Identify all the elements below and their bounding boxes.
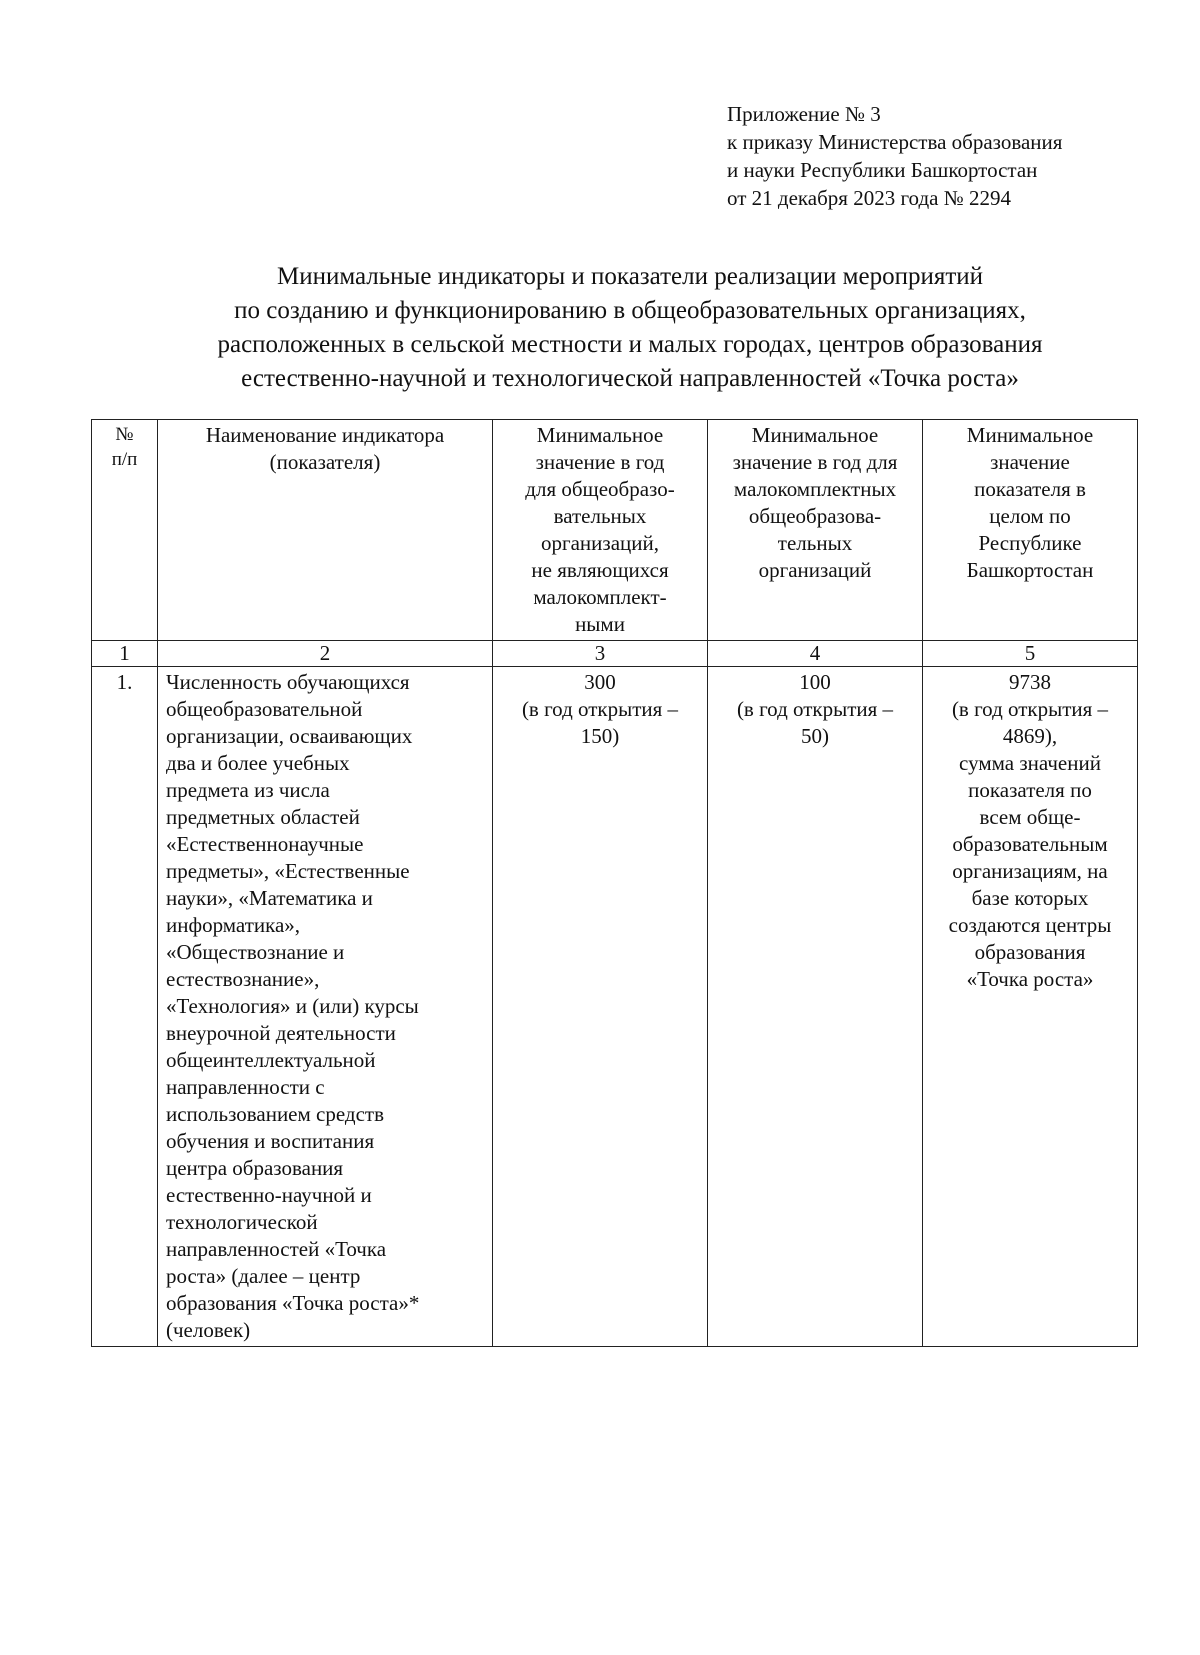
header-line: значение в год: [535, 450, 665, 474]
indicator-line: обучения и воспитания: [166, 1129, 375, 1153]
value-line: всем обще-: [979, 805, 1081, 829]
header-min-value-regular: [493, 420, 708, 641]
table-row: [92, 667, 1138, 1347]
value-line: организациям, на: [952, 859, 1108, 883]
indicator-line: направленности с: [166, 1075, 325, 1099]
header-line: Минимальное: [966, 423, 1094, 447]
header-line: организаций: [758, 558, 872, 582]
value-line: 300: [584, 670, 616, 694]
indicator-line: предметных областей: [166, 805, 360, 829]
value-line: образовательным: [952, 832, 1108, 856]
header-line: Башкортостан: [966, 558, 1094, 582]
column-number: 2: [158, 641, 493, 667]
min-value-regular: [493, 667, 708, 1347]
header-line: Минимальное: [536, 423, 664, 447]
value-line: 4869),: [1002, 724, 1058, 748]
header-line: тельных: [777, 531, 853, 555]
min-value-republic: [923, 667, 1138, 1347]
title-line: Минимальные индикаторы и показатели реализации мероприятий: [276, 263, 984, 290]
header-row-number: [92, 420, 158, 641]
header-indicator-name: [158, 420, 493, 641]
indicator-line: «Естественнонаучные: [166, 832, 364, 856]
column-number: 4: [708, 641, 923, 667]
indicator-line: общеинтеллектуальной: [166, 1048, 376, 1072]
indicator-line: центра образования: [166, 1156, 344, 1180]
indicator-line: Численность обучающихся: [166, 670, 410, 694]
indicator-line: использованием средств: [166, 1102, 385, 1126]
value-line: 9738: [1009, 670, 1051, 694]
header-min-value-republic: [923, 420, 1138, 641]
value-line: сумма значений: [959, 751, 1101, 775]
header-line: п/п: [111, 449, 138, 470]
header-line: общеобразова-: [748, 504, 882, 528]
indicator-line: «Обществознание и: [166, 940, 345, 964]
indicators-table: [91, 419, 1138, 1347]
header-min-value-small: [708, 420, 923, 641]
value-line: (в год открытия –: [736, 697, 894, 721]
indicator-line: (человек): [166, 1318, 251, 1342]
header-line: №: [115, 424, 134, 445]
value-line: 150): [580, 724, 620, 748]
value-line: (в год открытия –: [951, 697, 1109, 721]
indicator-line: внеурочной деятельности: [166, 1021, 396, 1045]
column-number: 1: [92, 641, 158, 667]
indicator-line: два и более учебных: [166, 751, 350, 775]
appendix-ministry-line: и науки Республики Башкортостан: [727, 158, 1038, 182]
header-line: значение: [990, 450, 1070, 474]
header-line: значение в год для: [732, 450, 898, 474]
header-line: малокомплектных: [733, 477, 897, 501]
value-line: 50): [801, 724, 829, 748]
indicator-line: информатика»,: [166, 913, 301, 937]
indicator-line: образования «Точка роста»*: [166, 1291, 420, 1315]
document-title: [80, 260, 1180, 396]
indicator-line: роста» (далее – центр: [166, 1264, 361, 1288]
indicator-line: «Технология» и (или) курсы: [166, 994, 419, 1018]
indicator-line: предмета из числа: [166, 778, 330, 802]
column-number: 3: [493, 641, 708, 667]
indicator-line: технологической: [166, 1210, 318, 1234]
value-line: создаются центры: [948, 913, 1112, 937]
value-line: показателя по: [968, 778, 1092, 802]
appendix-reference: [727, 100, 1062, 212]
indicator-name: [158, 667, 493, 1347]
value-line: базе которых: [971, 886, 1089, 910]
appendix-order-line: к приказу Министерства образования: [727, 130, 1063, 154]
appendix-number: Приложение № 3: [727, 102, 881, 126]
title-line: по созданию и функционированию в общеобразовательных организациях,: [234, 297, 1026, 324]
indicator-line: естественно-научной и: [166, 1183, 372, 1207]
header-line: для общеобразо-: [525, 477, 675, 501]
value-line: (в год открытия –: [521, 697, 679, 721]
value-line: 100: [799, 670, 831, 694]
row-number: 1.: [92, 667, 158, 1347]
appendix-date-line: от 21 декабря 2023 года № 2294: [727, 186, 1011, 210]
header-line: Республике: [978, 531, 1082, 555]
title-line: расположенных в сельской местности и малых городах, центров образования: [217, 331, 1043, 358]
value-line: образования: [974, 940, 1086, 964]
header-line: показателя в: [974, 477, 1086, 501]
table-header-row: [92, 420, 1138, 641]
column-number: 5: [923, 641, 1138, 667]
indicator-line: предметы», «Естественные: [166, 859, 410, 883]
title-line: естественно-научной и технологической направленностей «Точка роста»: [241, 365, 1019, 392]
header-line: ными: [575, 612, 625, 636]
indicator-line: общеобразовательной: [166, 697, 363, 721]
header-line: Минимальное: [751, 423, 879, 447]
indicator-line: науки», «Математика и: [166, 886, 373, 910]
column-numbers-row: [92, 641, 1138, 667]
header-line: вательных: [553, 504, 647, 528]
value-line: «Точка роста»: [966, 967, 1094, 991]
header-line: малокомплект-: [533, 585, 667, 609]
indicator-line: организации, осваивающих: [166, 724, 413, 748]
header-line: не являющихся: [531, 558, 669, 582]
header-line: Наименование индикатора: [205, 423, 445, 447]
indicator-line: направленностей «Точка: [166, 1237, 387, 1261]
header-line: организаций,: [541, 531, 659, 555]
indicator-line: естествознание»,: [166, 967, 320, 991]
min-value-small: [708, 667, 923, 1347]
header-line: целом по: [989, 504, 1071, 528]
header-line: (показателя): [269, 450, 381, 474]
